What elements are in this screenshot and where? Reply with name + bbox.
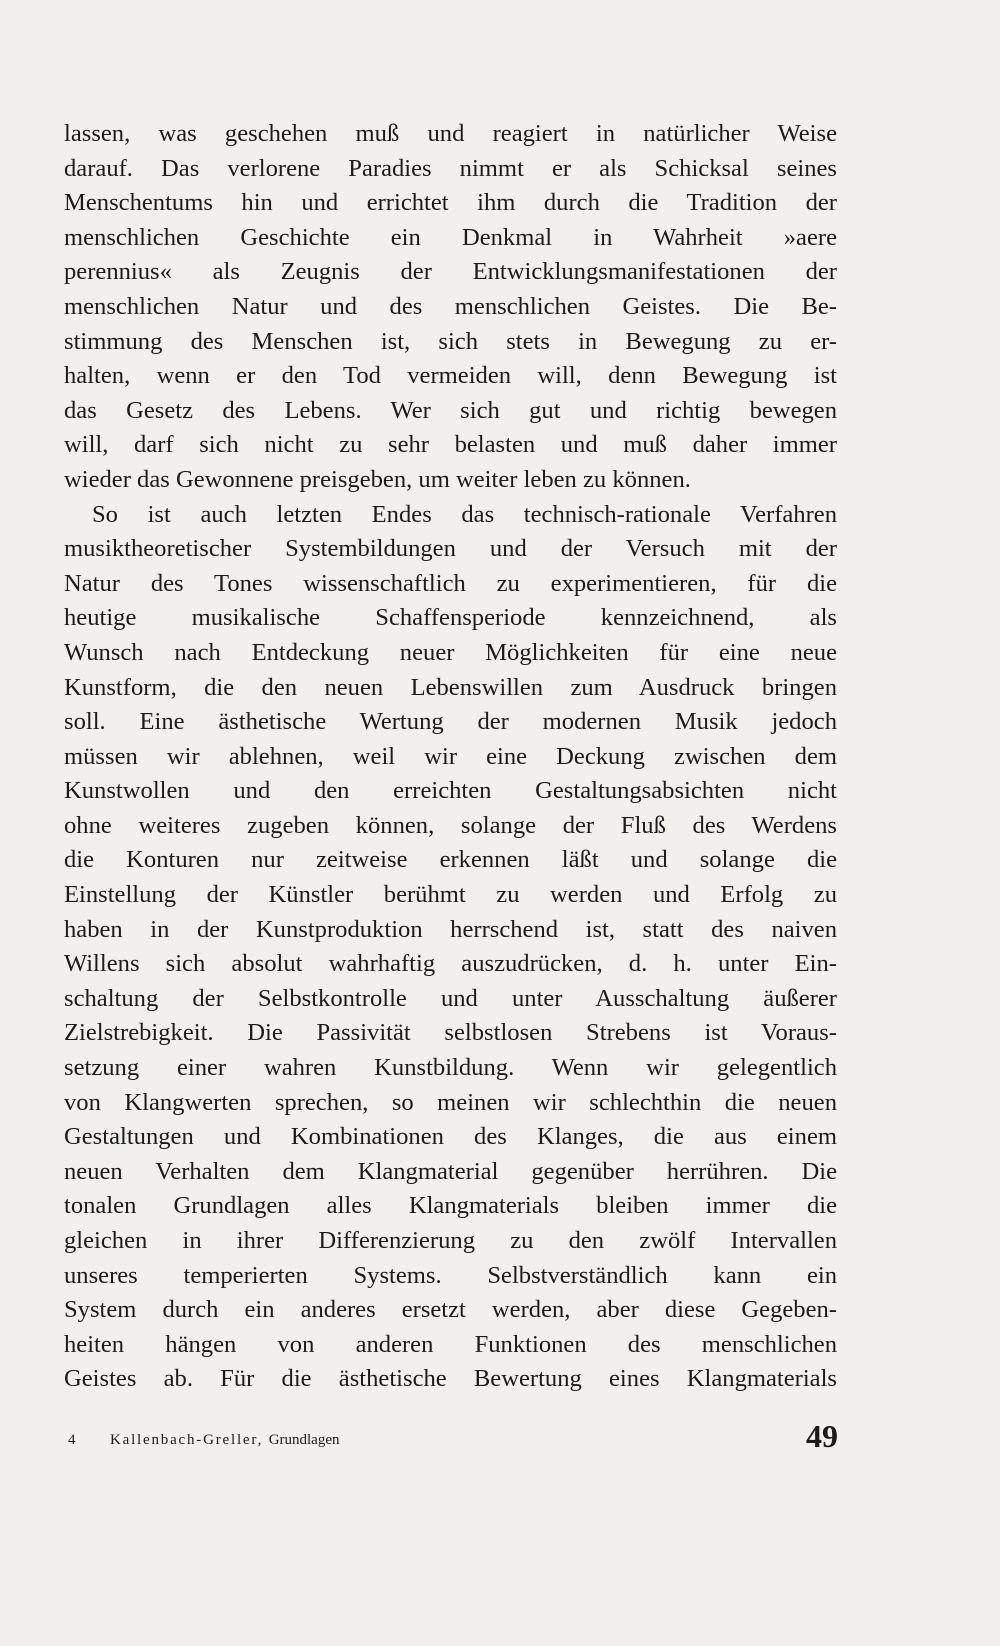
body-text (64, 117, 837, 1397)
text-line: Kunstwollen und den erreichten Gestaltungsabsichten nicht (64, 777, 837, 805)
page-number: 49 (806, 1418, 838, 1454)
text-line: soll. Eine ästhetische Wertung der modernen Musik jedoch (64, 708, 837, 736)
text-line: halten, wenn er den Tod vermeiden will, denn Bewegung ist (64, 362, 837, 390)
text-line: musiktheoretischer Systembildungen und der Versuch mit der (64, 535, 837, 563)
text-line: lassen, was geschehen muß und reagiert in natürlicher Weise (64, 120, 837, 147)
signature-title: Grundlagen (268, 1432, 340, 1448)
text-line: perennius« als Zeugnis der Entwicklungsmanifestationen der (64, 258, 837, 286)
text-line: Menschentums hin und errichtet ihm durch die Tradition der (64, 189, 837, 217)
text-line: Kunstform, die den neuen Lebenswillen zum Ausdruck bringen (64, 673, 837, 701)
page-footer (68, 1418, 838, 1468)
signature-line (110, 1432, 340, 1449)
signature-number: 4 (68, 1432, 76, 1448)
text-line: wieder das Gewonnene preisgeben, um weiter leben zu können. (64, 465, 691, 493)
text-line: ohne weiteres zugeben können, solange der Fluß des Werdens (64, 811, 837, 839)
text-line: haben in der Kunstproduktion herrschend ist, statt des naiven (64, 915, 837, 943)
text-line: stimmung des Menschen ist, sich stets in Bewegung zu er- (64, 327, 837, 355)
text-line: Einstellung der Künstler berühmt zu werden und Erfolg zu (64, 881, 837, 909)
text-line: schaltung der Selbstkontrolle und unter Ausschaltung äußerer (64, 984, 837, 1012)
text-line: unseres temperierten Systems. Selbstverständlich kann ein (64, 1261, 837, 1289)
text-line: Geistes ab. Für die ästhetische Bewertung eines Klangmaterials (64, 1365, 837, 1393)
text-line: die Konturen nur zeitweise erkennen läßt und solange die (64, 846, 837, 874)
text-line: tonalen Grundlagen alles Klangmaterials bleiben immer die (64, 1192, 837, 1220)
text-line: müssen wir ablehnen, weil wir eine Deckung zwischen dem (64, 742, 837, 770)
paragraph-start-line: So ist auch letzten Endes das technisch-rationale Verfahren (92, 500, 837, 528)
text-line: Willens sich absolut wahrhaftig auszudrücken, d. h. unter Ein- (64, 950, 837, 978)
text-line: menschlichen Geschichte ein Denkmal in Wahrheit »aere (64, 223, 837, 251)
text-line: Zielstrebigkeit. Die Passivität selbstlosen Strebens ist Voraus- (64, 1019, 837, 1047)
text-line: gleichen in ihrer Differenzierung zu den zwölf Intervallen (64, 1227, 837, 1254)
text-line: Natur des Tones wissenschaftlich zu experimentieren, für die (64, 569, 837, 597)
text-line: heutige musikalische Schaffensperiode kennzeichnend, als (64, 604, 837, 632)
text-line: darauf. Das verlorene Paradies nimmt er als Schicksal seines (64, 154, 837, 182)
text-line: Wunsch nach Entdeckung neuer Möglichkeiten für eine neue (64, 638, 837, 666)
text-line: will, darf sich nicht zu sehr belasten und muß daher immer (64, 431, 837, 459)
text-line: Gestaltungen und Kombinationen des Klanges, die aus einem (64, 1123, 837, 1151)
text-line: System durch ein anderes ersetzt werden, aber diese Gegeben- (64, 1296, 837, 1324)
text-line: heiten hängen von anderen Funktionen des menschlichen (64, 1330, 837, 1358)
text-line: von Klangwerten sprechen, so meinen wir schlechthin die neuen (64, 1088, 837, 1116)
text-line: setzung einer wahren Kunstbildung. Wenn wir gelegentlich (64, 1054, 837, 1082)
text-line: das Gesetz des Lebens. Wer sich gut und richtig bewegen (64, 396, 837, 424)
signature-author: Kallenbach-Greller, (110, 1432, 264, 1448)
text-line: menschlichen Natur und des menschlichen Geistes. Die Be- (64, 292, 837, 320)
text-line: neuen Verhalten dem Klangmaterial gegenüber herrühren. Die (64, 1157, 837, 1185)
